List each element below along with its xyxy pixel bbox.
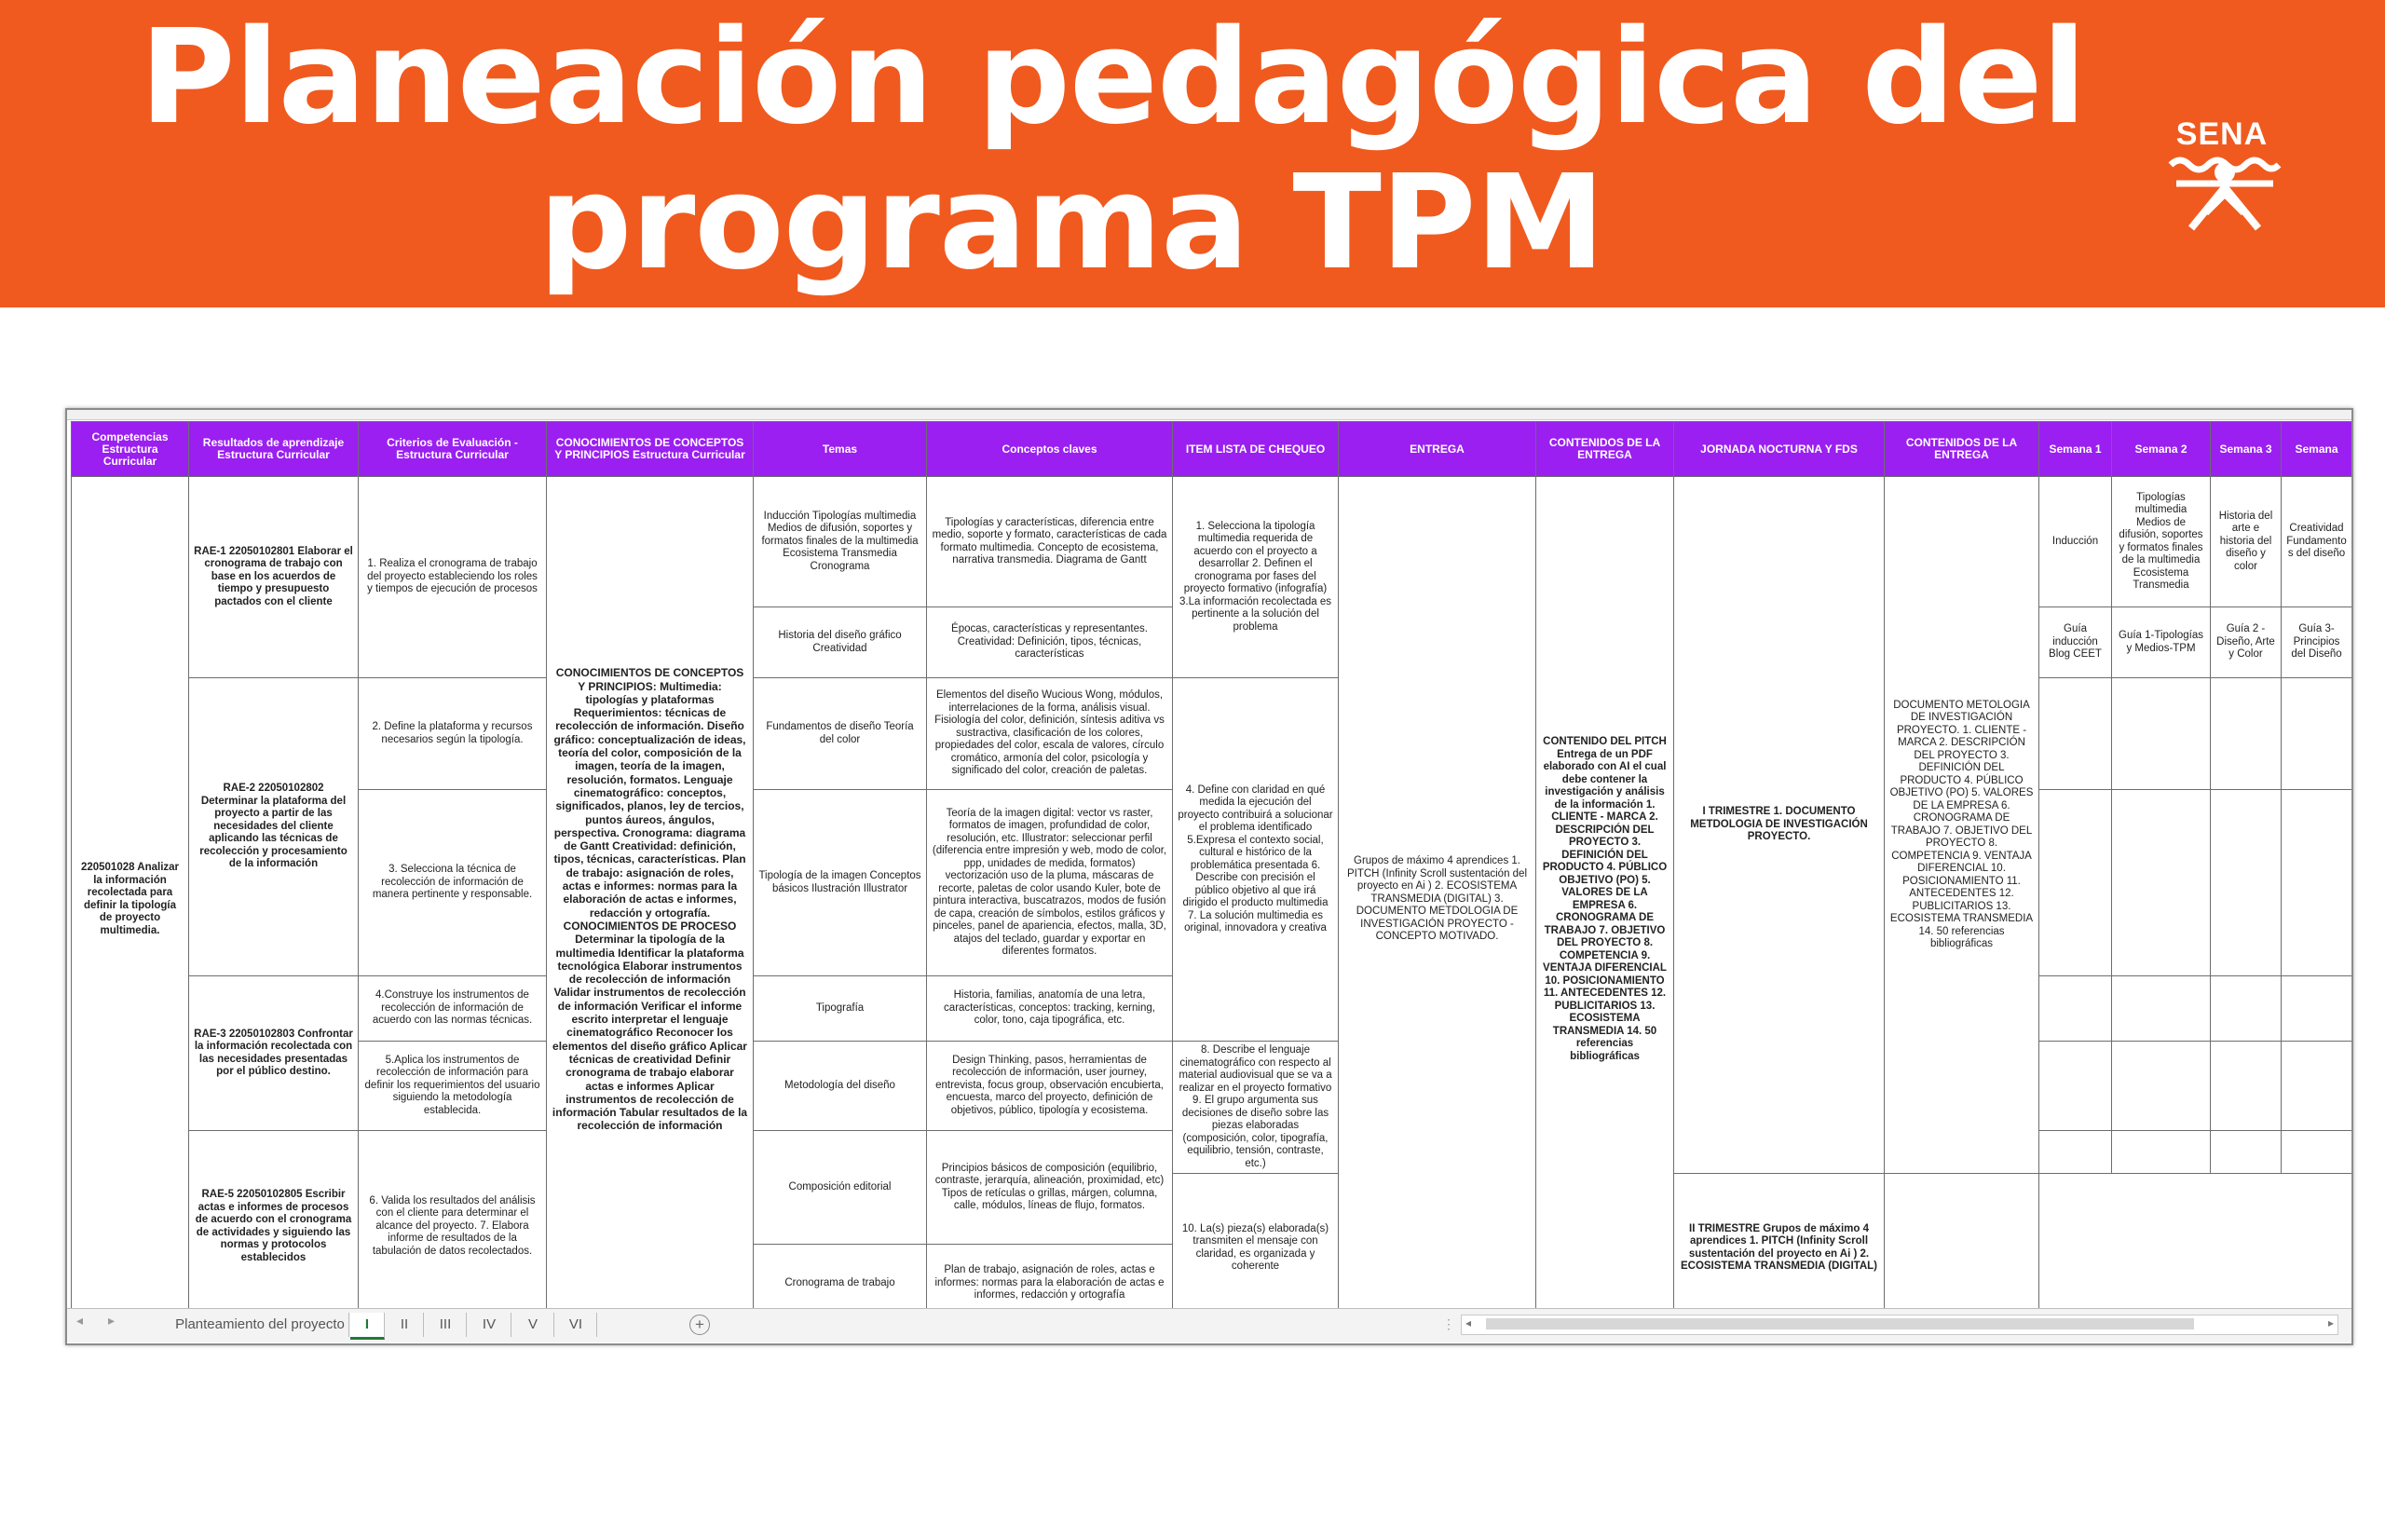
tab-planteamiento[interactable]: Planteamiento del proyecto [171,1313,349,1337]
concepto-cell[interactable]: Elementos del diseño Wucious Wong, módulos, interrelaciones de la forma, análisis visual. Fisiología del color, definición, síntesis aditiva vs sustractiva, clasificación de los colores, propiedades del color, escala de valores, círculo cromático, armonía del color, psicología y significado del color, creación de paletas. [927,678,1173,790]
empty-cell[interactable] [2112,976,2211,1042]
concepto-cell[interactable]: Plan de trabajo, asignación de roles, actas e informes: normas para la elaboración de actas e informes, redacción y ortografía [927,1245,1173,1323]
scroll-right-icon[interactable]: ▸ [2327,1316,2334,1329]
criterio-cell[interactable]: 4.Construye los instrumentos de recolección de información de acuerdo con las normas técnicas. [359,976,547,1042]
empty-area [2039,1174,2352,1323]
checklist-cell[interactable]: 4. Define con claridad en qué medida la ejecución del proyecto contribuirá a solucionar el problema identificado 5.Expresa el contexto social, cultural e histórico de la problemática presentada 6. Describe con precisión el público objetivo al que irá dirigido el producto multimedia 7. La solución multimedia es original, innovadora y creativa [1173,678,1339,1042]
criterio-cell[interactable]: 1. Realiza el cronograma de trabajo del proyecto estableciendo los roles y tiempos de ejecución de procesos [359,477,547,678]
slide-title-line-2: programa TPM [538,147,1604,299]
tab-iv[interactable]: IV [468,1313,511,1337]
criterio-cell[interactable]: 2. Define la plataforma y recursos necesarios según la tipología. [359,678,547,790]
tab-vi[interactable]: VI [555,1313,597,1337]
checklist-cell[interactable]: 8. Describe el lenguaje cinematográfico con respecto al material audiovisual que se va a realizar en el proyecto formativo 9. El grupo argumenta sus decisiones de diseño sobre las piezas elaboradas (composición, color, tipografía, equilibrio, tensión, contraste, etc.) [1173,1042,1339,1174]
empty-cell[interactable] [2112,1131,2211,1174]
header-cell[interactable]: CONOCIMIENTOS DE CONCEPTOS Y PRINCIPIOS Estructura Curricular [547,422,754,477]
concepto-cell[interactable]: Tipologías y características, diferencia entre medio, soporte y formato, características de cada formato multimedia. Concepto de ecosistema, narrativa transmedia. Diagrama de Gantt [927,477,1173,607]
tab-i[interactable]: I [350,1313,385,1340]
sena-logo-text: SENA [2175,116,2269,152]
empty-cell[interactable] [2112,790,2211,976]
tema-cell[interactable]: Composición editorial [754,1131,927,1245]
contenidos-pitch-cell[interactable]: CONTENIDO DEL PITCH Entrega de un PDF elaborado con AI el cual debe contener la investigación y análisis de la información 1. CLIENTE - MARCA 2. DESCRIPCIÓN DEL PROYECTO 3. DEFINICIÓN DEL PRODUCTO 4. PÚBLICO OBJETIVO (PO) 5. VALORES DE LA EMPRESA 6. CRONOGRAMA DE TRABAJO 7. OBJETIVO DEL PROYECTO 8. COMPETENCIA 9. VENTAJA DIFERENCIAL 10. POSICIONAMIENTO 11. ANTECEDENTES 12. PUBLICITARIOS 13. ECOSISTEMA TRANSMEDIA 14. 50 referencias bibliográficas [1536,477,1674,1323]
tema-cell[interactable]: Cronograma de trabajo [754,1245,927,1323]
sena-logo-icon [2152,116,2292,233]
empty-cell[interactable] [2282,678,2352,790]
tema-cell[interactable]: Historia del diseño gráfico Creatividad [754,607,927,678]
tema-cell[interactable]: Metodología del diseño [754,1042,927,1131]
criterio-cell[interactable]: 6. Valida los resultados del análisis con el cliente para determinar el alcance del proyecto. 7. Elabora informe de resultados de la tabulación de datos recolectados. [359,1131,547,1323]
header-cell[interactable]: CONTENIDOS DE LA ENTREGA [1536,422,1674,477]
semana-cell[interactable]: Inducción [2039,477,2112,607]
concepto-cell[interactable]: Teoría de la imagen digital: vector vs raster, formatos de imagen, profundidad de color, resolución, etc. Illustrator: seleccionar perfil (diferencia entre impresión y web, modo de color, ppp, unidades de medida, formatos) vectorización uso de la pluma, máscaras de recorte, paletas de color usando Kuler, bote de pintura interactiva, buscatrazos, modos de fusión de capa, creación de símbolos, estilos gráficos y pinceles, panel de apariencia, efectos, malla, 3D, atajos del teclado, guardar y exportar en diferentes formatos. [927,790,1173,976]
semana-cell[interactable]: Historia del arte e historia del diseño y color [2211,477,2282,607]
semana-cell[interactable]: Guía inducción Blog CEET [2039,607,2112,678]
header-cell[interactable]: Conceptos claves [927,422,1173,477]
criterio-cell[interactable]: 3. Selecciona la técnica de recolección de información de manera pertinente y responsable. [359,790,547,976]
empty-cell[interactable] [2282,1131,2352,1174]
add-sheet-icon[interactable]: + [689,1315,710,1335]
empty-cell[interactable] [2211,790,2282,976]
tab-iii[interactable]: III [425,1313,467,1337]
header-cell[interactable]: Temas [754,422,927,477]
rae-cell[interactable]: RAE-1 22050102801 Elaborar el cronograma de trabajo con base en los acuerdos de tiempo y presupuesto pactados con el cliente [189,477,359,678]
empty-cell[interactable] [2112,678,2211,790]
competencia-cell[interactable]: 220501028 Analizar la información recolectada para definir la tipología de proyecto multimedia. [72,477,189,1323]
empty-cell[interactable] [2039,976,2112,1042]
empty-cell[interactable] [2211,1131,2282,1174]
concepto-cell[interactable]: Design Thinking, pasos, herramientas de recolección de información, user journey, entrevista, focus group, observación encubierta, encuesta, marco del proyecto, definición de objetivos, público, tipología y ecosistema. [927,1042,1173,1131]
semana-cell[interactable]: Guía 2 - Diseño, Arte y Color [2211,607,2282,678]
scroll-left-icon[interactable]: ◂ [1465,1316,1472,1329]
empty-cell[interactable] [2211,976,2282,1042]
header-cell[interactable]: Semana [2282,422,2352,477]
title-banner [0,0,2385,307]
slide-title-line-1: Planeación pedagógica del [140,2,2086,154]
header-cell[interactable]: ITEM LISTA DE CHEQUEO [1173,422,1339,477]
header-cell[interactable]: Resultados de aprendizaje Estructura Curricular [189,422,359,477]
rae-cell[interactable]: RAE-2 22050102802 Determinar la plataforma del proyecto a partir de las necesidades del cliente aplicando las técnicas de recolección y procesamiento de la información [189,678,359,976]
empty-cell[interactable] [2282,976,2352,1042]
header-row [72,422,2352,477]
concepto-cell[interactable]: Principios básicos de composición (equilibrio, contraste, jerarquía, alineación, proximidad, etc) Tipos de retículas o grillas, márgen, columna, calle, módulos, líneas de flujo, formatos. [927,1131,1173,1245]
empty-cell[interactable] [2112,1042,2211,1131]
entrega-cell[interactable]: Grupos de máximo 4 aprendices 1. PITCH (Infinity Scroll sustentación del proyecto en Ai ) 2. ECOSISTEMA TRANSMEDIA (DIGITAL) 3. DOCUMENTO METDOLOGIA DE INVESTIGACIÓN PROYECTO - CONCEPTO MOTIVADO. [1339,477,1536,1323]
sena-logo [2152,116,2292,233]
semana-cell[interactable]: Tipologías multimedia Medios de difusión, soportes y formatos finales de la multimedia Ecosistema Transmedia [2112,477,2211,607]
tab-v[interactable]: V [512,1313,554,1337]
spreadsheet [65,408,2353,1345]
tema-cell[interactable]: Fundamentos de diseño Teoría del color [754,678,927,790]
empty-cell[interactable] [2211,1042,2282,1131]
header-cell[interactable]: CONTENIDOS DE LA ENTREGA [1885,422,2039,477]
jornada-trimestre-1-cell[interactable]: I TRIMESTRE 1. DOCUMENTO METDOLOGIA DE INVESTIGACIÓN PROYECTO. [1674,477,1885,1174]
empty-cell[interactable] [2039,1042,2112,1131]
planning-table [71,421,2352,1323]
column-letter-bar [67,410,2351,420]
rae-cell[interactable]: RAE-3 22050102803 Confrontar la información recolectada con las necesidades presentadas por el público destino. [189,976,359,1131]
table-row [72,477,2352,607]
tema-cell[interactable]: Inducción Tipologías multimedia Medios de difusión, soportes y formatos finales de la multimedia Ecosistema Transmedia Cronograma [754,477,927,607]
sheet-tab-bar [67,1308,2351,1342]
conocimientos-cell[interactable]: CONOCIMIENTOS DE CONCEPTOS Y PRINCIPIOS: Multimedia: tipologías y plataformas Requerimientos: técnicas de recolección de información. Diseño gráfico: conceptualización de ideas, teoría del color, composición de la imagen, teoría de la imagen, resolución, formatos. Lenguaje cinematográfico: conceptos, significados, planos, ley de tercios, puntos áureos, ángulos, perspectiva. Cronograma: diagrama de Gantt Creatividad: definición, tipos, técnicas, características. Plan de trabajo: asignación de roles, actas e informes: normas para la elaboración de actas e informes, redacción y ortografía. CONOCIMIENTOS DE PROCESO Determinar la tipología de la multimedia Identificar la plataforma tecnológica Elaborar instrumentos de recolección de información Validar instrumentos de recolección de información Verificar el informe escrito interpretar el lenguaje cinematográfico Reconocer los elementos del diseño gráfico Aplicar técnicas de creatividad Definir cronograma de trabajo elaborar actas e informes Aplicar instrumentos de recolección de información Tabular resultados de la recolección de información [547,477,754,1323]
header-cell[interactable]: Semana 1 [2039,422,2112,477]
concepto-cell[interactable]: Historia, familias, anatomía de una letra, características, conceptos: tracking, kerning, color, tono, caja tipográfica, etc. [927,976,1173,1042]
header-cell[interactable]: Semana 2 [2112,422,2211,477]
empty-cell[interactable] [2282,1042,2352,1131]
tab-scroll-left-icon[interactable]: ◂ [76,1313,84,1328]
header-cell[interactable]: Competencias Estructura Curricular [72,422,189,477]
header-cell[interactable]: Semana 3 [2211,422,2282,477]
header-cell[interactable]: Criterios de Evaluación - Estructura Curricular [359,422,547,477]
empty-cell[interactable] [2211,678,2282,790]
tab-scroll-right-icon[interactable]: ▸ [108,1313,116,1328]
empty-cell[interactable] [2039,790,2112,976]
tema-cell[interactable]: Tipografía [754,976,927,1042]
tab-splitter-icon[interactable]: ⋮ [1442,1316,1455,1331]
horizontal-scrollbar[interactable] [1461,1315,2338,1335]
tema-cell[interactable]: Tipología de la imagen Conceptos básicos Ilustración Illustrator [754,790,927,976]
empty-cell[interactable] [2039,678,2112,790]
header-cell[interactable]: JORNADA NOCTURNA Y FDS [1674,422,1885,477]
scrollbar-thumb[interactable] [1486,1318,2194,1329]
semana-cell[interactable]: Guía 3- Principios del Diseño [2282,607,2352,678]
empty-cell[interactable] [1885,1174,2039,1323]
slide-title [140,2,2086,299]
empty-cell[interactable] [2039,1131,2112,1174]
contenidos-entrega-cell[interactable]: DOCUMENTO METOLOGIA DE INVESTIGACIÓN PROYECTO. 1. CLIENTE - MARCA 2. DESCRIPCIÓN DEL PROYECTO 3. DEFINICIÓN DEL PRODUCTO 4. PÚBLICO OBJETIVO (PO) 5. VALORES DE LA EMPRESA 6. CRONOGRAMA DE TRABAJO 7. OBJETIVO DEL PROYECTO 8. COMPETENCIA 9. VENTAJA DIFERENCIAL 10. POSICIONAMIENTO 11. ANTECEDENTES 12. PUBLICITARIOS 13. ECOSISTEMA TRANSMEDIA 14. 50 referencias bibliográficas [1885,477,2039,1174]
semana-cell[interactable]: Guía 1-Tipologías y Medios-TPM [2112,607,2211,678]
checklist-cell[interactable]: 10. La(s) pieza(s) elaborada(s) transmiten el mensaje con claridad, es organizada y coherente [1173,1174,1339,1323]
tab-ii[interactable]: II [386,1313,424,1337]
rae-cell[interactable]: RAE-5 22050102805 Escribir actas e informes de procesos de acuerdo con el cronograma de actividades y siguiendo las normas y protocolos establecidos [189,1131,359,1323]
concepto-cell[interactable]: Épocas, características y representantes. Creatividad: Definición, tipos, técnicas, características [927,607,1173,678]
jornada-trimestre-2-cell[interactable]: II TRIMESTRE Grupos de máximo 4 aprendices 1. PITCH (Infinity Scroll sustentación del proyecto en Ai ) 2. ECOSISTEMA TRANSMEDIA (DIGITAL) [1674,1174,1885,1323]
header-cell[interactable]: ENTREGA [1339,422,1536,477]
semana-cell[interactable]: Creatividad Fundamentos del diseño [2282,477,2352,607]
criterio-cell[interactable]: 5.Aplica los instrumentos de recolección de información para definir los requerimientos del usuario siguiendo la metodología establecida. [359,1042,547,1131]
empty-cell[interactable] [2282,790,2352,976]
checklist-cell[interactable]: 1. Selecciona la tipología multimedia requerida de acuerdo con el proyecto a desarrollar 2. Definen el cronograma por fases del proyecto formativo (infografía) 3.La información recolectada es pertinente a la solución del problema [1173,477,1339,678]
